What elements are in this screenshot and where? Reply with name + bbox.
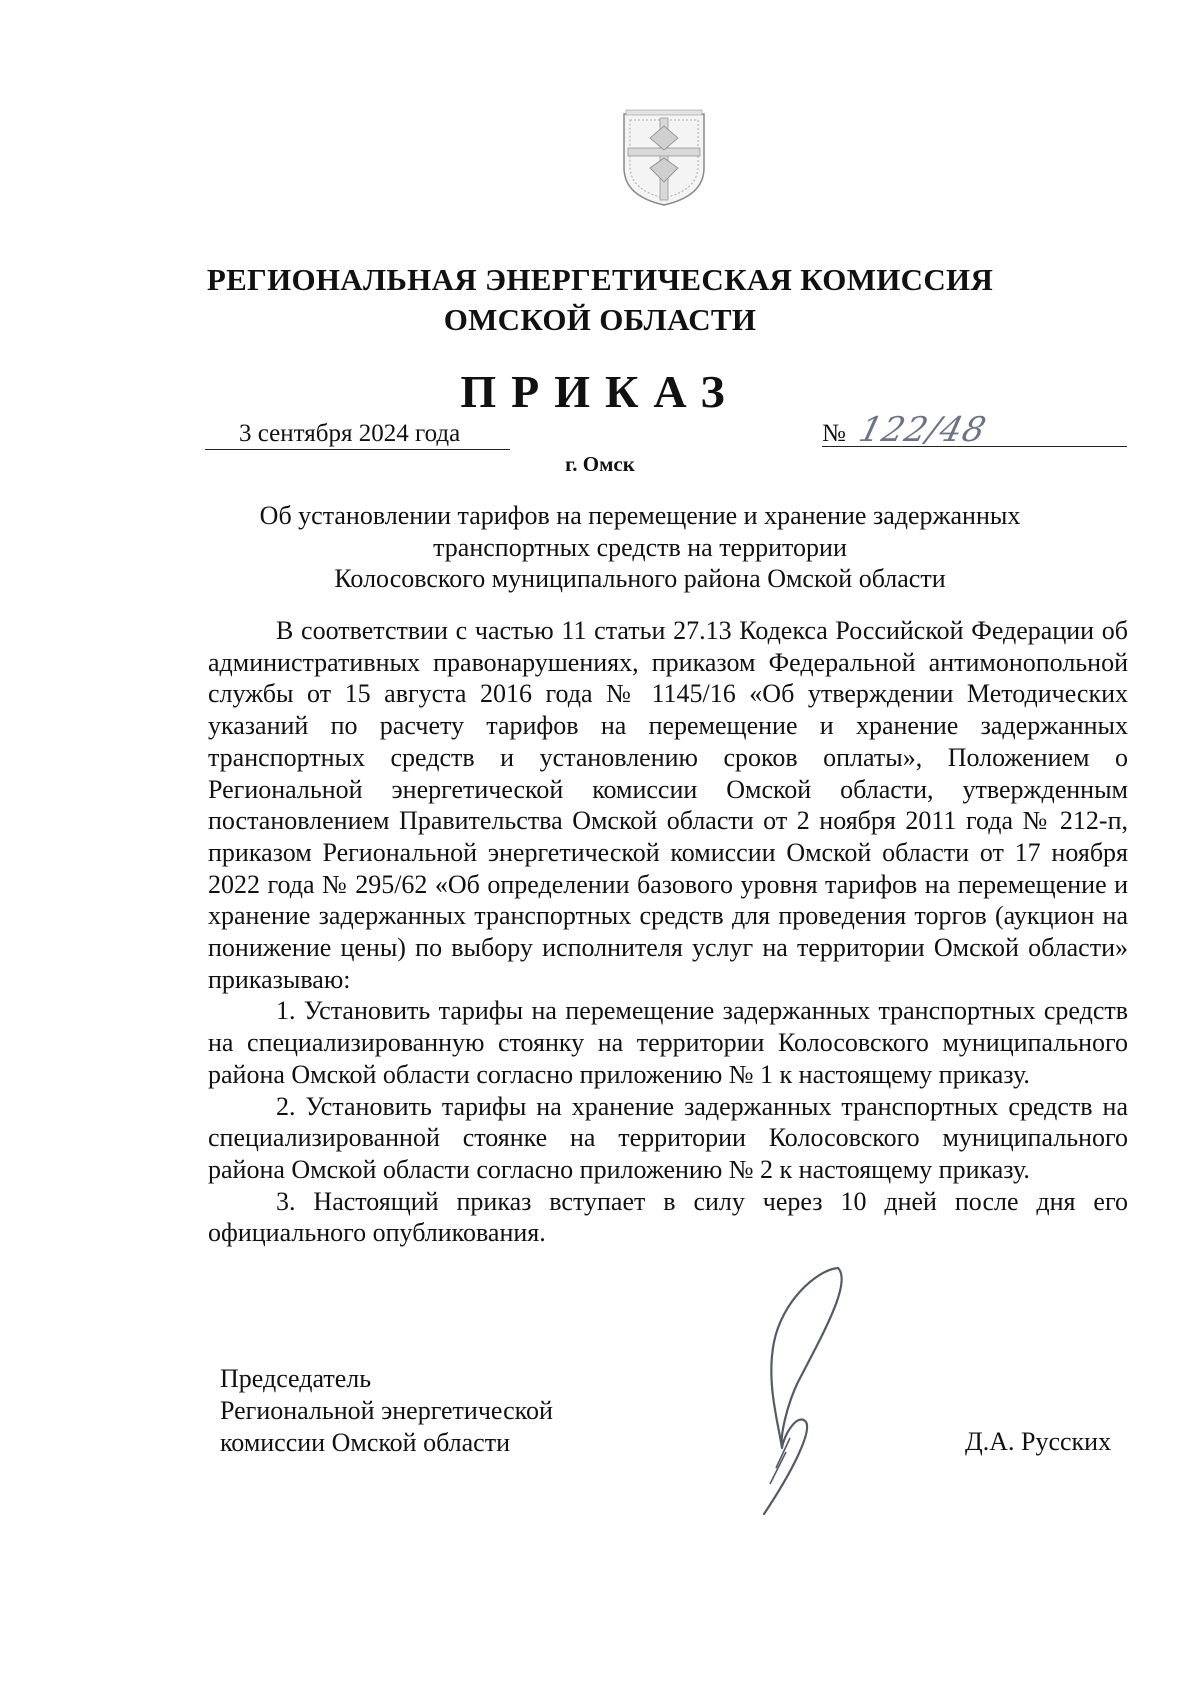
signatory-name: Д.А. Русских <box>965 1427 1112 1456</box>
document-subject <box>200 500 1080 595</box>
document-body <box>208 615 1128 1249</box>
document-number-field <box>822 410 1127 450</box>
document-type-title: ПРИКАЗ <box>460 366 740 417</box>
preamble-paragraph: В соответствии с частью 11 статьи 27.13 Кодекса Российской Федерации об административных правонарушениях, приказом Федеральной антимонопольной службы от 15 августа 2016 года № 1145/16 «Об утверждении Методических указаний по расчету тарифов на перемещение и хранение задержанных транспортных средств и установлению сроков оплаты», Положением о Региональной энергетической комиссии Омской области, утвержденным постановлением Правительства Омской области от 2 ноября 2011 года № 212-п, приказом Региональной энергетической комиссии Омской области от 17 ноября 2022 года № 295/62 «Об определении базового уровня тарифов на перемещение и хранение задержанных транспортных средств для проведения торгов (аукцион на понижение цены) по выбору исполнителя услуг на территории Омской области» приказываю: <box>208 616 1128 994</box>
coat-of-arms-emblem <box>620 108 708 208</box>
position-line3: комиссии Омской области <box>220 1428 510 1457</box>
position-line1: Председатель <box>220 1364 372 1393</box>
subject-line2: транспортных средств на территории <box>433 532 847 562</box>
subject-line3: Колосовского муниципального района Омской области <box>334 564 946 593</box>
clause-2-paragraph: 2. Установить тарифы на хранение задержанных транспортных средств на специализированной стоянке на территории Колосовского муниципального района Омской области согласно приложению № 2 к настоящему приказу. <box>208 1091 1128 1184</box>
number-label: № <box>822 420 846 447</box>
handwritten-signature <box>720 1262 860 1522</box>
subject-line1: Об установлении тарифов на перемещение и хранение задержанных <box>259 501 1021 530</box>
clause-1-paragraph: 1. Установить тарифы на перемещение задержанных транспортных средств на специализированную стоянку на территории Колосовского муниципального района Омской области согласно приложению № 1 к настоящему приказу. <box>208 996 1128 1089</box>
document-number-handwritten: 122/48 <box>855 410 991 450</box>
clause-3-paragraph: 3. Настоящий приказ вступает в силу через 10 дней после дня его официального опубликования. <box>208 1186 1128 1248</box>
organization-name-line1: РЕГИОНАЛЬНАЯ ЭНЕРГЕТИЧЕСКАЯ КОМИССИЯ <box>206 262 994 297</box>
position-line2: Региональной энергетической <box>220 1396 553 1425</box>
organization-name-line2: ОМСКОЙ ОБЛАСТИ <box>443 302 757 337</box>
city-label: г. Омск <box>565 452 635 476</box>
document-date: 3 сентября 2024 года <box>205 420 510 450</box>
signatory-position <box>220 1363 553 1459</box>
